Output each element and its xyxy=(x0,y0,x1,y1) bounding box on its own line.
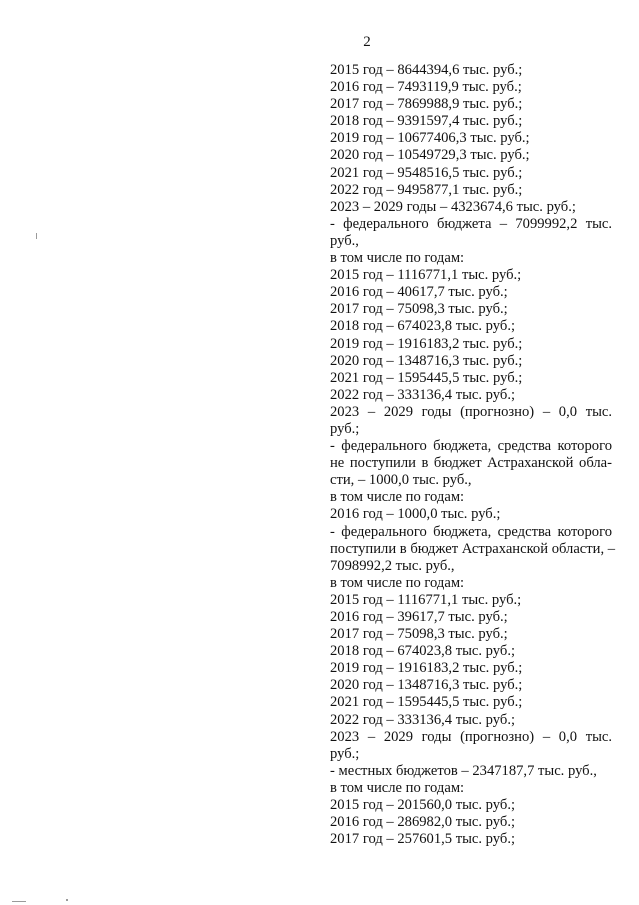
text-line: 2020 год – 1348716,3 тыс. руб.; xyxy=(330,352,523,369)
text-line: 2016 год – 40617,7 тыс. руб.; xyxy=(330,284,508,301)
text-line: руб., xyxy=(330,232,359,249)
page-number: 2 xyxy=(363,34,371,50)
text-line: 2015 год – 1116771,1 тыс. руб.; xyxy=(330,267,522,284)
text-line: 2015 год – 201560,0 тыс. руб.; xyxy=(330,797,516,814)
text-line: - федерального бюджета, средства которого xyxy=(330,523,612,540)
text-line: в том числе по годам: xyxy=(330,250,465,267)
text-line: не поступили в бюджет Астраханской обла- xyxy=(330,455,612,472)
text-line: 2022 год – 9495877,1 тыс. руб.; xyxy=(330,181,523,198)
text-line: 2018 год – 9391597,4 тыс. руб.; xyxy=(330,113,523,130)
text-line: 2022 год – 333136,4 тыс. руб.; xyxy=(330,711,516,728)
text-line: - федерального бюджета – 7099992,2 тыс. xyxy=(330,215,612,232)
text-line: 2017 год – 75098,3 тыс. руб.; xyxy=(330,626,508,643)
text-line: 2020 год – 10549729,3 тыс. руб.; xyxy=(330,147,530,164)
text-line: в том числе по годам: xyxy=(330,489,465,506)
scan-mark xyxy=(36,233,37,239)
text-line: в том числе по годам: xyxy=(330,574,465,591)
text-line: 2015 год – 8644394,6 тыс. руб.; xyxy=(330,62,523,78)
text-line: поступили в бюджет Астраханской области, – xyxy=(330,540,616,557)
text-line: 2018 год – 674023,8 тыс. руб.; xyxy=(330,643,516,660)
text-line: сти, – 1000,0 тыс. руб., xyxy=(330,472,472,489)
text-line: 2023 – 2029 годы – 4323674,6 тыс. руб.; xyxy=(330,198,576,215)
text-line: 2016 год – 39617,7 тыс. руб.; xyxy=(330,609,508,625)
text-line: руб.; xyxy=(330,420,360,437)
text-line: 2017 год – 257601,5 тыс. руб.; xyxy=(330,831,516,848)
scan-mark xyxy=(66,899,68,901)
text-line: 2021 год – 1595445,5 тыс. руб.; xyxy=(330,694,523,711)
text-line: 2019 год – 1916183,2 тыс. руб.; xyxy=(330,660,523,677)
scan-mark xyxy=(12,901,26,902)
text-line: 2020 год – 1348716,3 тыс. руб.; xyxy=(330,677,523,694)
text-line: 2016 год – 1000,0 тыс. руб.; xyxy=(330,506,501,523)
text-line: 2022 год – 333136,4 тыс. руб.; xyxy=(330,386,516,403)
text-line: 7098992,2 тыс. руб., xyxy=(330,557,455,574)
budget-text-column xyxy=(330,62,616,848)
text-line: 2018 год – 674023,8 тыс. руб.; xyxy=(330,318,516,335)
text-line: 2023 – 2029 годы (прогнозно) – 0,0 тыс. xyxy=(330,403,612,420)
text-line: 2015 год – 1116771,1 тыс. руб.; xyxy=(330,591,522,608)
text-line: - федерального бюджета, средства которого xyxy=(330,438,612,455)
text-line: в том числе по годам: xyxy=(330,779,465,796)
text-line: 2019 год – 1916183,2 тыс. руб.; xyxy=(330,335,523,352)
text-line: руб.; xyxy=(330,745,360,762)
text-line: 2023 – 2029 годы (прогнозно) – 0,0 тыс. xyxy=(330,728,612,745)
text-line: 2021 год – 1595445,5 тыс. руб.; xyxy=(330,369,523,386)
text-line: 2019 год – 10677406,3 тыс. руб.; xyxy=(330,130,530,147)
text-line: 2017 год – 75098,3 тыс. руб.; xyxy=(330,301,508,318)
text-line: 2017 год – 7869988,9 тыс. руб.; xyxy=(330,96,523,113)
text-line: 2021 год – 9548516,5 тыс. руб.; xyxy=(330,164,523,181)
text-line: - местных бюджетов – 2347187,7 тыс. руб., xyxy=(330,762,597,779)
text-line: 2016 год – 286982,0 тыс. руб.; xyxy=(330,814,516,831)
text-line: 2016 год – 7493119,9 тыс. руб.; xyxy=(330,79,522,96)
